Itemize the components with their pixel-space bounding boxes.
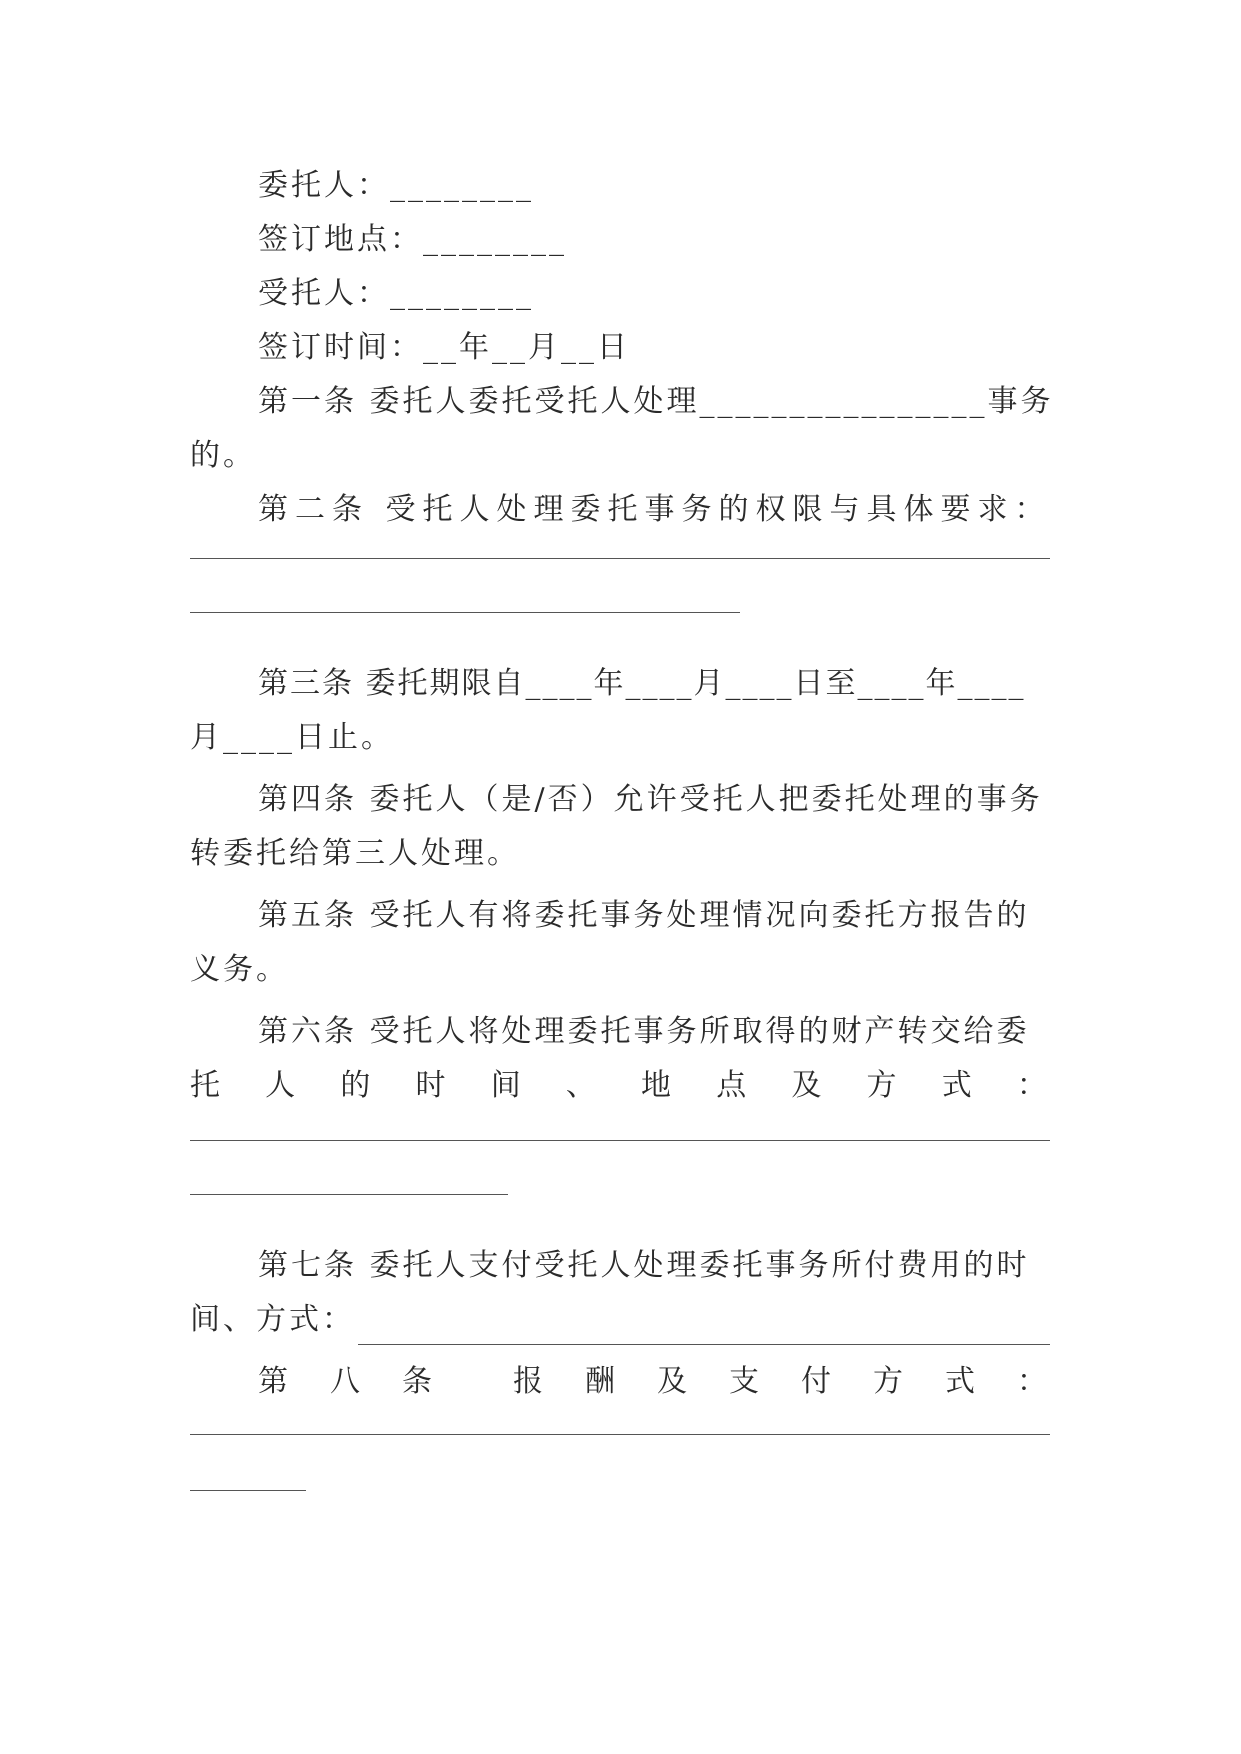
- spread-char: 间: [490, 1068, 524, 1103]
- spread-char: 地: [641, 1068, 675, 1103]
- spread-char: 时: [415, 1068, 449, 1103]
- article-4-line-2: 转委托给第三人处理。: [190, 836, 520, 871]
- spread-char: 的: [340, 1068, 374, 1103]
- spread-char: 托: [190, 1068, 223, 1103]
- spread-char: 报: [513, 1364, 546, 1399]
- blank-rule: [190, 1140, 1050, 1142]
- spread-char: 式: [945, 1364, 978, 1399]
- spread-char: 支: [729, 1364, 762, 1399]
- spread-char: 点: [716, 1068, 750, 1103]
- article-7-line-2: 间、方式：: [190, 1302, 355, 1337]
- spread-char: 式: [941, 1068, 975, 1103]
- article-3-line-1: 第三条 委托期限自____年____月____日至____年____: [258, 666, 1026, 701]
- article-5-line-2: 义务。: [190, 952, 289, 987]
- article-6-line-2: [190, 1066, 1050, 1106]
- article-3-line-2: 月____日止。: [190, 720, 394, 755]
- spread-char: 条: [402, 1364, 435, 1399]
- spread-char: 方: [866, 1068, 900, 1103]
- article-2-line-1: 第二条 受托人处理委托事务的权限与具体要求：: [258, 492, 1052, 527]
- spread-char: 人: [265, 1068, 299, 1103]
- article-5-line-1: 第五条 受托人有将委托事务处理情况向委托方报告的: [258, 898, 1030, 933]
- article-7-line-1: 第七条 委托人支付受托人处理委托事务所付费用的时: [258, 1248, 1030, 1283]
- blank-rule: [358, 1344, 1050, 1346]
- signing-date-line: 签订时间：__年__月__日: [258, 330, 630, 365]
- blank-rule: [190, 558, 1050, 560]
- agent-line: 受托人：________: [258, 276, 534, 311]
- article-8-line-1: [258, 1362, 1050, 1402]
- spread-char: 付: [801, 1364, 834, 1399]
- article-1-line-2: 的。: [190, 438, 256, 473]
- blank-rule: [190, 1194, 508, 1196]
- blank-rule: [190, 612, 740, 614]
- article-4-line-1: 第四条 委托人（是/否）允许受托人把委托处理的事务: [258, 782, 1043, 817]
- spread-char: 及: [791, 1068, 825, 1103]
- spread-char: 八: [330, 1364, 363, 1399]
- spread-char: 第: [258, 1364, 291, 1399]
- signing-place-line: 签订地点：________: [258, 222, 567, 257]
- article-6-line-1: 第六条 受托人将处理委托事务所取得的财产转交给委: [258, 1014, 1030, 1049]
- article-1-line-1: 第一条 委托人委托受托人处理________________事务: [258, 384, 1054, 419]
- principal-line: 委托人：________: [258, 168, 534, 203]
- spread-char: 酬: [585, 1364, 618, 1399]
- blank-rule: [190, 1434, 1050, 1436]
- spread-char: 及: [657, 1364, 690, 1399]
- spread-char: 、: [565, 1068, 599, 1103]
- spread-char: ：: [1016, 1068, 1050, 1103]
- spread-char: 方: [873, 1364, 906, 1399]
- blank-rule: [190, 1490, 306, 1492]
- spread-char: ：: [1017, 1364, 1050, 1399]
